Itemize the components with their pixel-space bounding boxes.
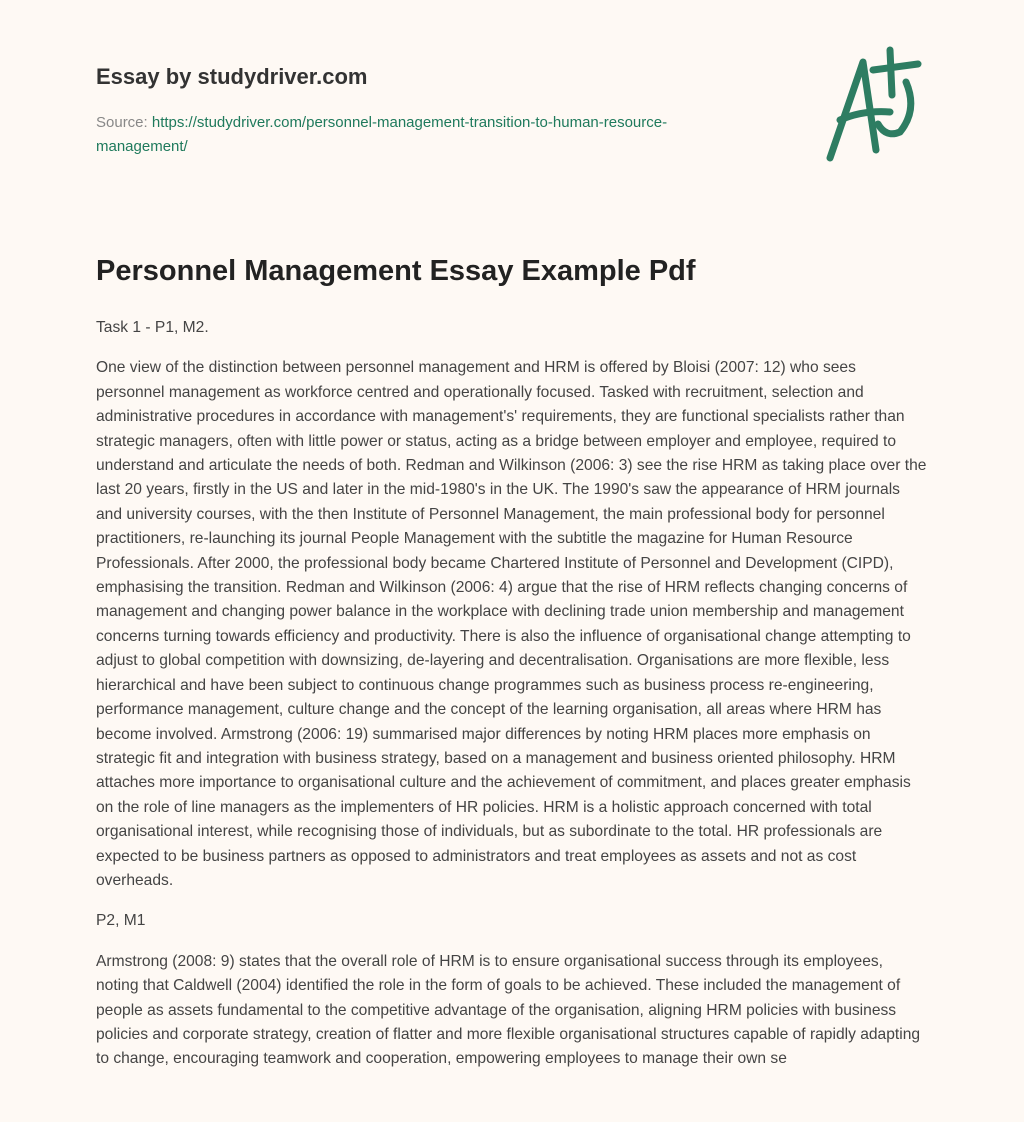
source-link[interactable]: https://studydriver.com/personnel-management-transition-to-human-resource-management/ xyxy=(96,114,668,155)
document-body xyxy=(96,316,928,1088)
section-heading: Task 1 - P1, M2. xyxy=(96,319,209,336)
paragraph: One view of the distinction between personnel management and HRM is offered by Bloisi (2007: 12) who sees personnel management as workforce centred and operationally focused. Tasked with recruitment, selection and administrative procedures in accordance with management's' requirements, they are functional specialists rather than strategic managers, often with little power or status, acting as a bridge between employer and employee, required to understand and articulate the needs of both. Redman and Wilkinson (2006: 3) see the rise HRM as taking place over the last 20 years, firstly in the US and later in the mid-1980's in the UK. The 1990's saw the appearance of HRM journals and university courses, with the then Institute of Personnel Management, the main professional body for personnel practitioners, re-launching its journal People Management with the subtitle the magazine for Human Resource Professionals. After 2000, the professional body became Chartered Institute of Personnel and Development (CIPD), emphasising the transition. Redman and Wilkinson (2006: 4) argue that the rise of HRM reflects changing concerns of management and changing power balance in the workplace with declining trade union membership and management concerns turning towards efficiency and productivity. There is also the influence of organisational change attempting to adjust to global competition with downsizing, de-layering and decentralisation. Organisations are more flexible, less hierarchical and have been subject to continuous change programmes such as business process re-engineering, performance management, culture change and the concept of the learning organisation, all areas where HRM has become involved. Armstrong (2006: 19) summarised major differences by noting HRM places more emphasis on strategic fit and integration with business strategy, based on a management and business oriented philosophy. HRM attaches more importance to organisational culture and the achievement of commitment, and places greater emphasis on the role of line managers as the implementers of HR policies. HRM is a holistic approach concerned with total organisational interest, while recognising those of individuals, but as subordinate to the total. HR professionals are expected to be business partners as opposed to administrators and treat employees as assets and not as cost overheads. xyxy=(96,359,927,889)
brand-title: Essay by studydriver.com xyxy=(96,64,368,89)
section-heading: P2, M1 xyxy=(96,912,146,930)
a-plus-logo-icon xyxy=(818,40,928,165)
source-label: Source: xyxy=(96,114,148,131)
source-line xyxy=(96,111,756,159)
paragraph: Armstrong (2008: 9) states that the overall role of HRM is to ensure organisational success through its employees, noting that Caldwell (2004) identified the role in the form of goals to be achieved. These included the management of people as assets fundamental to the competitive advantage of the organisation, aligning HRM policies with business policies and corporate strategy, creation of flatter and more flexible organisational structures capable of rapidly adapting to change, encouraging teamwork and cooperation, empowering employees to manage their own se xyxy=(96,952,921,1068)
document-title: Personnel Management Essay Example Pdf xyxy=(96,255,696,287)
